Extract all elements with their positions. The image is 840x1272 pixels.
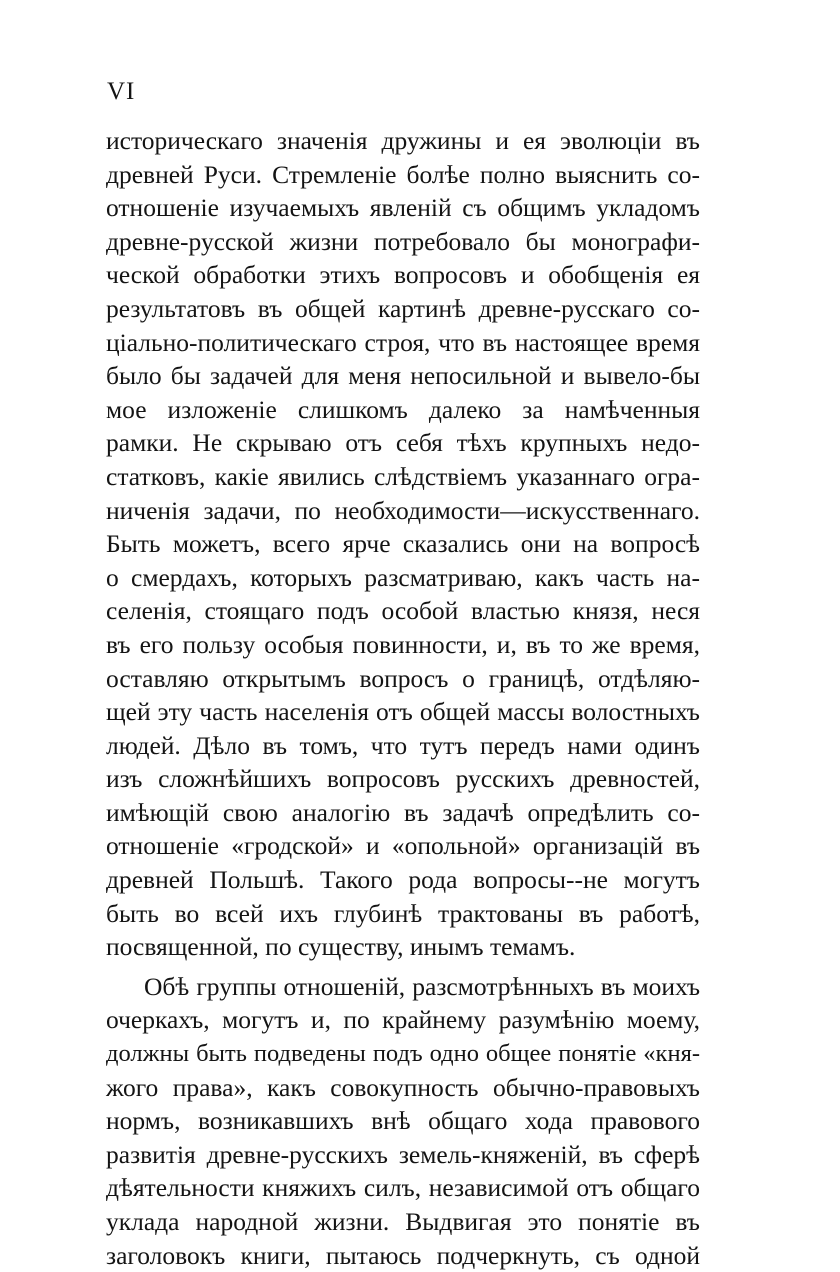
text-line: въ его пользу особыя повинности, и, въ то же время, — [106, 629, 700, 659]
text-line: быть во всей ихъ глубинѣ трактованы въ работѣ, — [106, 898, 700, 928]
text-line: изъ сложнѣйшихъ вопросовъ русскихъ древностей, — [106, 764, 700, 794]
text-line: отношеніе «гродской» и «опольной» организацій въ — [106, 831, 700, 861]
text-line: древней Руси. Стремленіе болѣе полно выяснить со- — [106, 159, 700, 189]
text-line: дѣятельности княжихъ силъ, независимой отъ общаго — [106, 1173, 700, 1203]
text-line: ціально-политическаго строя, что въ настоящее время — [106, 327, 700, 357]
text-line: посвященной, по существу, инымъ темамъ. — [106, 932, 576, 962]
text-line: Быть можетъ, всего ярче сказались они на вопросѣ — [106, 529, 700, 559]
text-line: результатовъ въ общей картинѣ древне-русскаго со- — [106, 293, 700, 323]
text-line: древне-русской жизни потребовало бы монографи- — [106, 226, 700, 256]
text-line: развитія древне-русскихъ земель-княженій, въ сферѣ — [106, 1139, 700, 1169]
text-line: нормъ, возникавшихъ внѣ общаго хода правового — [106, 1106, 700, 1136]
text-line: селенія, стоящаго подъ особой властью князя, неся — [106, 596, 700, 626]
paragraph-2 — [106, 970, 700, 1272]
body-text — [106, 124, 700, 1272]
text-line: рамки. Не скрываю отъ себя тѣхъ крупныхъ недо- — [106, 428, 700, 458]
text-line: имѣющій свою аналогію въ задачѣ опредѣлить со- — [106, 797, 700, 827]
text-line: о смердахъ, которыхъ разсматриваю, какъ часть на- — [106, 562, 700, 592]
text-line: отношеніе изучаемыхъ явленій съ общимъ укладомъ — [106, 193, 700, 223]
text-line: щей эту часть населенія отъ общей массы волостныхъ — [106, 697, 700, 727]
text-line: было бы задачей для меня непосильной и вывело-бы — [106, 361, 700, 391]
page-number: VI — [107, 78, 136, 105]
text-line: ческой обработки этихъ вопросовъ и обобщенія ея — [106, 260, 700, 290]
text-line: очеркахъ, могутъ и, по крайнему разумѣнію моему, — [106, 1005, 700, 1035]
text-line: Обѣ группы отношеній, разсмотрѣнныхъ въ моихъ — [144, 971, 700, 1001]
paragraph-1 — [106, 124, 700, 964]
text-line: заголовокъ книги, пытаюсь подчеркнуть, съ одной — [106, 1240, 700, 1270]
text-line: жого права», какъ совокупность обычно-правовыхъ — [106, 1072, 700, 1102]
text-line: должны быть подведены подъ одно общее понятіе «кня- — [106, 1040, 700, 1068]
text-line: древней Польшѣ. Такого рода вопросы--не могутъ — [106, 865, 700, 895]
text-line: людей. Дѣло въ томъ, что тутъ передъ нами одинъ — [106, 730, 700, 760]
text-line: уклада народной жизни. Выдвигая это понятіе въ — [106, 1207, 700, 1236]
text-line: мое изложеніе слишкомъ далеко за намѣченныя — [106, 394, 700, 424]
text-line: статковъ, какіе явились слѣдствіемъ указаннаго огра- — [106, 461, 700, 491]
text-line: ниченія задачи, по необходимости—искусственнаго. — [106, 495, 700, 525]
text-line: оставляю открытымъ вопросъ о границѣ, отдѣляю- — [106, 663, 700, 693]
text-line: историческаго значенія дружины и ея эволюціи въ — [106, 126, 700, 155]
